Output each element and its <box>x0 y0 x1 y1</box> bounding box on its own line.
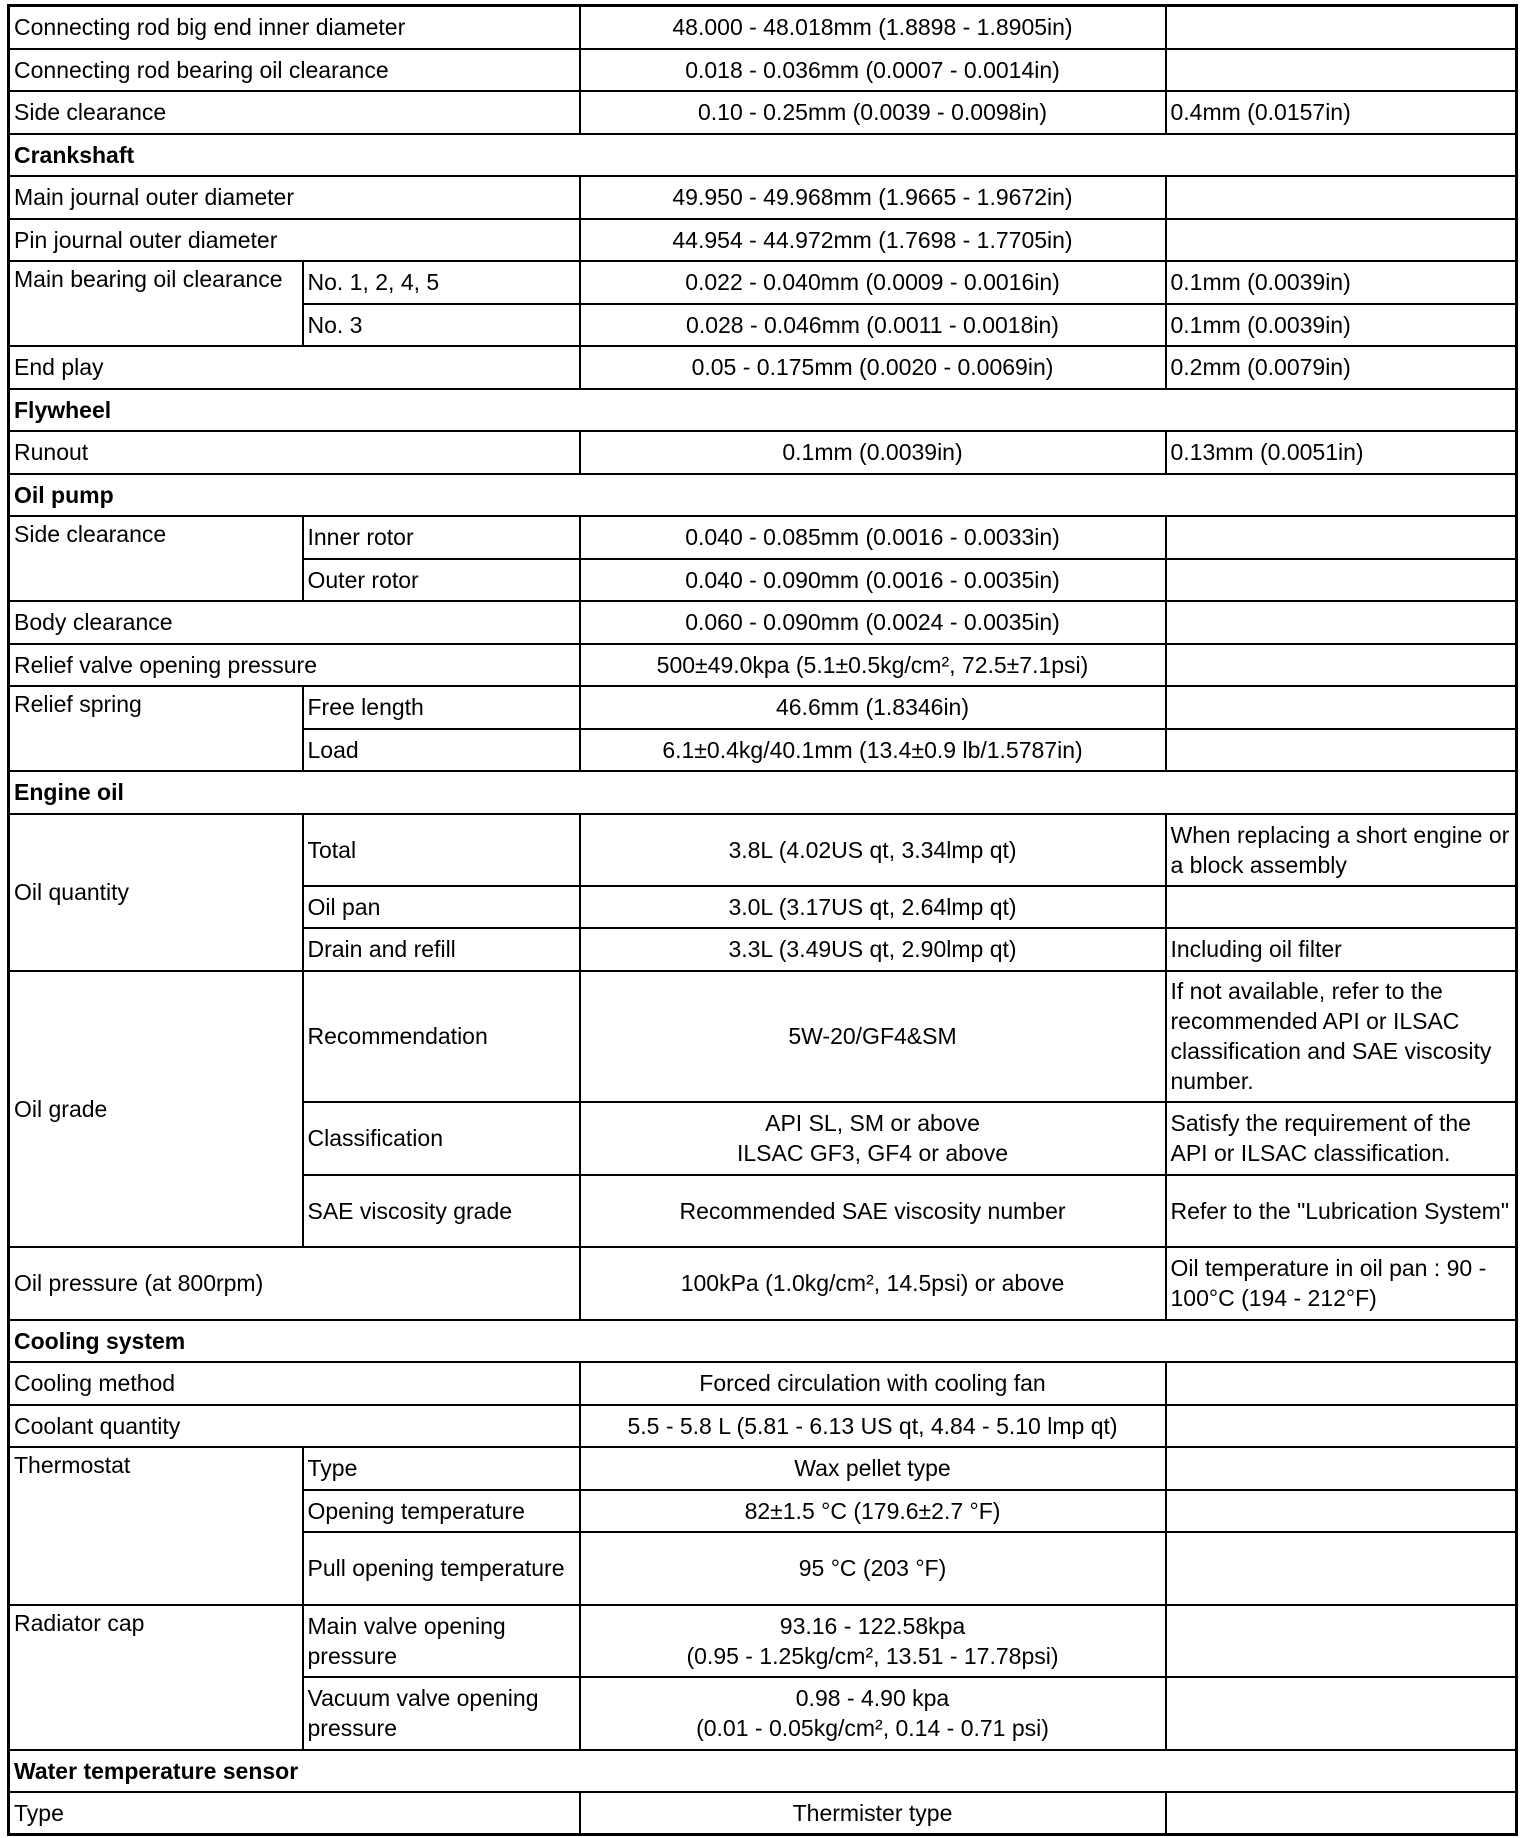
spec-limit <box>1166 1532 1517 1605</box>
spec-value-line: (0.95 - 1.25kg/cm², 13.51 - 17.78psi) <box>686 1642 1059 1669</box>
spec-value: 49.950 - 49.968mm (1.9665 - 1.9672in) <box>580 176 1166 219</box>
spec-limit: 0.1mm (0.0039in) <box>1166 304 1517 346</box>
spec-label: Runout <box>9 431 580 474</box>
spec-label: Side clearance <box>9 516 303 601</box>
spec-label: Thermostat <box>9 1447 303 1605</box>
table-row <box>9 1362 1517 1405</box>
spec-sublabel: Load <box>303 729 580 771</box>
table-row <box>9 814 1517 886</box>
table-row <box>9 219 1517 261</box>
spec-value: Forced circulation with cooling fan <box>580 1362 1166 1405</box>
spec-limit <box>1166 559 1517 601</box>
spec-value: 0.022 - 0.040mm (0.0009 - 0.0016in) <box>580 261 1166 304</box>
spec-sublabel: Inner rotor <box>303 516 580 559</box>
section-title-flywheel: Flywheel <box>9 389 1517 431</box>
spec-value: 95 °C (203 °F) <box>580 1532 1166 1605</box>
spec-value: 100kPa (1.0kg/cm², 14.5psi) or above <box>580 1247 1166 1320</box>
table-row <box>9 1405 1517 1447</box>
spec-limit <box>1166 6 1517 49</box>
spec-label: Oil quantity <box>9 814 303 971</box>
spec-limit: Oil temperature in oil pan : 90 - 100°C (194 - 212°F) <box>1166 1247 1517 1320</box>
section-title-engine-oil: Engine oil <box>9 771 1517 814</box>
spec-label: Side clearance <box>9 91 580 134</box>
section-row <box>9 1750 1517 1792</box>
spec-limit: If not available, refer to the recommended API or ILSAC classification and SAE viscosity number. <box>1166 971 1517 1102</box>
spec-label: Radiator cap <box>9 1605 303 1750</box>
spec-sublabel: Oil pan <box>303 886 580 928</box>
section-row <box>9 474 1517 516</box>
spec-limit <box>1166 176 1517 219</box>
spec-value: 500±49.0kpa (5.1±0.5kg/cm², 72.5±7.1psi) <box>580 644 1166 686</box>
spec-value: 3.3L (3.49US qt, 2.90lmp qt) <box>580 928 1166 971</box>
spec-value: 0.10 - 0.25mm (0.0039 - 0.0098in) <box>580 91 1166 134</box>
spec-limit <box>1166 729 1517 771</box>
spec-sublabel: Total <box>303 814 580 886</box>
table-row <box>9 1447 1517 1490</box>
spec-limit <box>1166 516 1517 559</box>
spec-limit <box>1166 1792 1517 1835</box>
table-row <box>9 686 1517 729</box>
spec-sublabel: Pull opening temperature <box>303 1532 580 1605</box>
spec-limit <box>1166 644 1517 686</box>
section-title-crankshaft: Crankshaft <box>9 134 1517 176</box>
spec-value: 5.5 - 5.8 L (5.81 - 6.13 US qt, 4.84 - 5.10 lmp qt) <box>580 1405 1166 1447</box>
spec-sublabel: No. 3 <box>303 304 580 346</box>
spec-limit <box>1166 1362 1517 1405</box>
spec-value: 0.040 - 0.085mm (0.0016 - 0.0033in) <box>580 516 1166 559</box>
spec-value <box>580 1605 1166 1677</box>
spec-limit <box>1166 1605 1517 1677</box>
spec-sublabel: No. 1, 2, 4, 5 <box>303 261 580 304</box>
section-title-water-temperature-sensor: Water temperature sensor <box>9 1750 1517 1792</box>
spec-value: 48.000 - 48.018mm (1.8898 - 1.8905in) <box>580 6 1166 49</box>
spec-label: Body clearance <box>9 601 580 644</box>
spec-label: Relief spring <box>9 686 303 771</box>
spec-label: Oil pressure (at 800rpm) <box>9 1247 580 1320</box>
spec-value-line: 0.98 - 4.90 kpa <box>795 1685 950 1711</box>
spec-value: 3.8L (4.02US qt, 3.34lmp qt) <box>580 814 1166 886</box>
table-row <box>9 644 1517 686</box>
section-row <box>9 389 1517 431</box>
spec-sublabel: Free length <box>303 686 580 729</box>
spec-limit <box>1166 1677 1517 1750</box>
spec-limit: 0.1mm (0.0039in) <box>1166 261 1517 304</box>
spec-sublabel: Drain and refill <box>303 928 580 971</box>
spec-label: Connecting rod bearing oil clearance <box>9 49 580 91</box>
spec-limit <box>1166 219 1517 261</box>
spec-value: Wax pellet type <box>580 1447 1166 1490</box>
spec-value: 0.1mm (0.0039in) <box>580 431 1166 474</box>
spec-value: 0.05 - 0.175mm (0.0020 - 0.0069in) <box>580 346 1166 389</box>
spec-limit: 0.2mm (0.0079in) <box>1166 346 1517 389</box>
spec-sublabel: Vacuum valve opening pressure <box>303 1677 580 1750</box>
section-row <box>9 1320 1517 1362</box>
spec-value: 0.018 - 0.036mm (0.0007 - 0.0014in) <box>580 49 1166 91</box>
spec-label: Type <box>9 1792 580 1835</box>
table-row <box>9 1605 1517 1677</box>
spec-label: Relief valve opening pressure <box>9 644 580 686</box>
spec-sublabel: Main valve opening pressure <box>303 1605 580 1677</box>
spec-limit <box>1166 1490 1517 1532</box>
spec-label: Connecting rod big end inner diameter <box>9 6 580 49</box>
spec-sublabel: Outer rotor <box>303 559 580 601</box>
table-row <box>9 1247 1517 1320</box>
spec-label: Main journal outer diameter <box>9 176 580 219</box>
section-row <box>9 771 1517 814</box>
spec-sublabel: SAE viscosity grade <box>303 1175 580 1247</box>
spec-value-line: ILSAC GF3, GF4 or above <box>736 1140 1008 1166</box>
table-row <box>9 601 1517 644</box>
spec-value: 5W-20/GF4&SM <box>580 971 1166 1102</box>
spec-value: Thermister type <box>580 1792 1166 1835</box>
spec-label: Oil grade <box>9 971 303 1247</box>
spec-sublabel: Classification <box>303 1102 580 1175</box>
spec-limit <box>1166 686 1517 729</box>
spec-label: Main bearing oil clearance <box>9 261 303 346</box>
spec-label: Pin journal outer diameter <box>9 219 580 261</box>
spec-value: 46.6mm (1.8346in) <box>580 686 1166 729</box>
table-row <box>9 346 1517 389</box>
spec-limit: Refer to the "Lubrication System" <box>1166 1175 1517 1247</box>
table-row <box>9 49 1517 91</box>
table-row <box>9 6 1517 49</box>
spec-value-line: 93.16 - 122.58kpa <box>779 1612 966 1639</box>
spec-label: Coolant quantity <box>9 1405 580 1447</box>
spec-value: 44.954 - 44.972mm (1.7698 - 1.7705in) <box>580 219 1166 261</box>
table-row <box>9 971 1517 1102</box>
spec-limit <box>1166 601 1517 644</box>
spec-limit <box>1166 49 1517 91</box>
table-row <box>9 431 1517 474</box>
spec-limit <box>1166 886 1517 928</box>
spec-value <box>580 1677 1166 1750</box>
spec-value-line: (0.01 - 0.05kg/cm², 0.14 - 0.71 psi) <box>696 1715 1049 1741</box>
spec-value: 3.0L (3.17US qt, 2.64lmp qt) <box>580 886 1166 928</box>
table-row <box>9 516 1517 559</box>
table-row <box>9 1792 1517 1835</box>
spec-limit: Including oil filter <box>1166 928 1517 971</box>
table-row <box>9 176 1517 219</box>
spec-sublabel: Recommendation <box>303 971 580 1102</box>
spec-value: 6.1±0.4kg/40.1mm (13.4±0.9 lb/1.5787in) <box>580 729 1166 771</box>
section-row <box>9 134 1517 176</box>
spec-value <box>580 1102 1166 1175</box>
spec-limit: 0.13mm (0.0051in) <box>1166 431 1517 474</box>
spec-sublabel: Type <box>303 1447 580 1490</box>
spec-limit <box>1166 1447 1517 1490</box>
spec-limit <box>1166 1405 1517 1447</box>
spec-sublabel: Opening temperature <box>303 1490 580 1532</box>
table-row <box>9 91 1517 134</box>
section-title-cooling-system: Cooling system <box>9 1320 1517 1362</box>
spec-value-line: API SL, SM or above <box>765 1110 980 1136</box>
spec-value: Recommended SAE viscosity number <box>580 1175 1166 1247</box>
spec-limit: Satisfy the requirement of the API or ILSAC classification. <box>1166 1102 1517 1175</box>
spec-label: Cooling method <box>9 1362 580 1405</box>
table-row <box>9 261 1517 304</box>
spec-value: 0.028 - 0.046mm (0.0011 - 0.0018in) <box>580 304 1166 346</box>
spec-limit: 0.4mm (0.0157in) <box>1166 91 1517 134</box>
section-title-oil-pump: Oil pump <box>9 474 1517 516</box>
spec-label: End play <box>9 346 580 389</box>
spec-value: 0.040 - 0.090mm (0.0016 - 0.0035in) <box>580 559 1166 601</box>
spec-table <box>7 4 1518 1836</box>
spec-value: 0.060 - 0.090mm (0.0024 - 0.0035in) <box>580 601 1166 644</box>
spec-value: 82±1.5 °C (179.6±2.7 °F) <box>580 1490 1166 1532</box>
spec-limit: When replacing a short engine or a block assembly <box>1166 814 1517 886</box>
